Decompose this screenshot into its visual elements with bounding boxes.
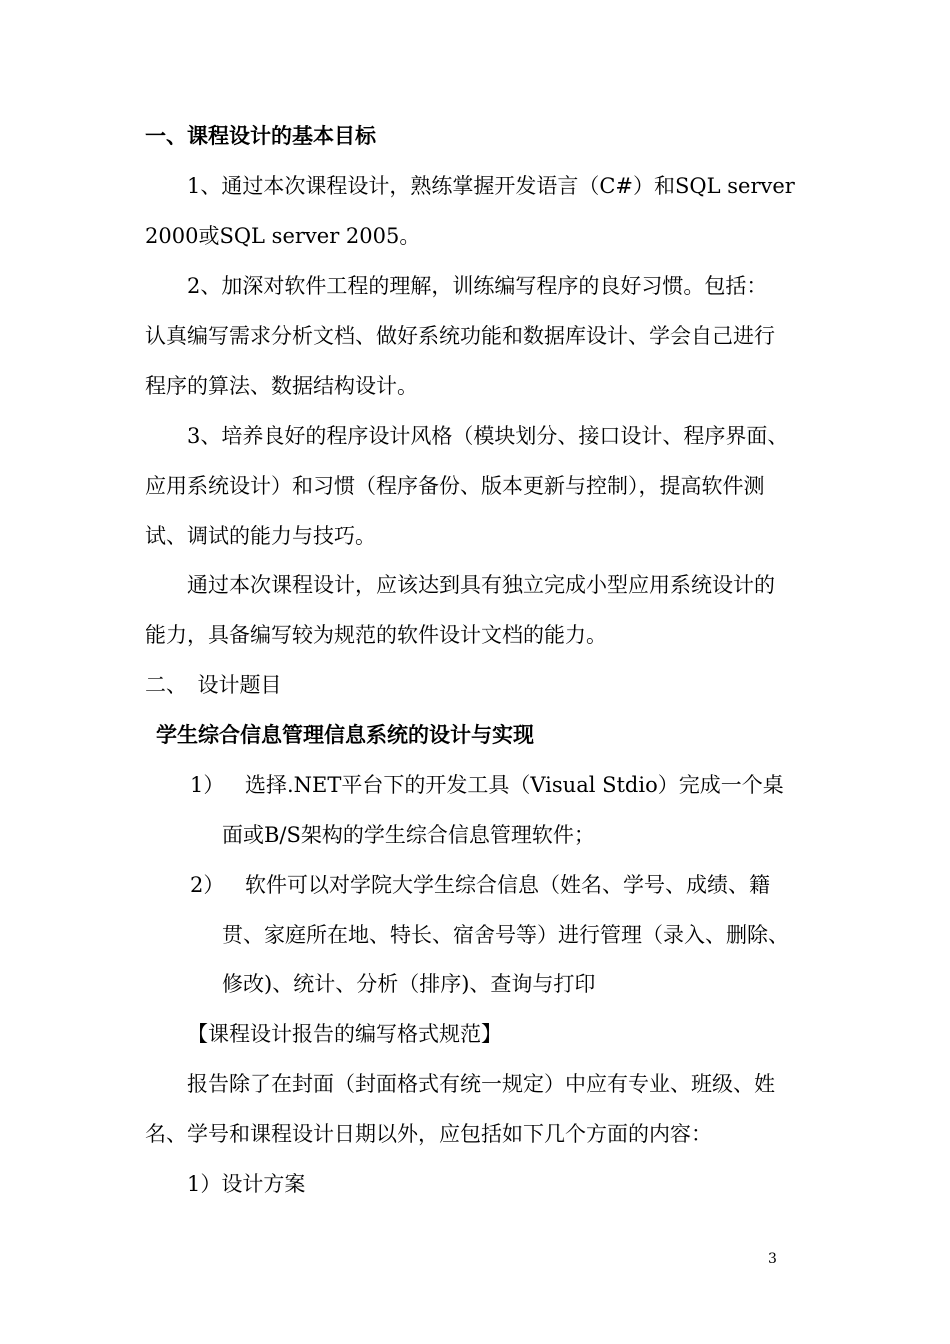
item1-number: 1）	[190, 773, 225, 797]
section1-paragraph1-line2: 2000或SQL server 2005。	[145, 224, 421, 248]
section1-paragraph2-line3: 程序的算法、数据结构设计。	[145, 374, 418, 398]
section1-paragraph3-line2: 应用系统设计）和习惯（程序备份、版本更新与控制），提高软件测	[145, 474, 765, 498]
section2-title: 二、 设计题目	[145, 673, 282, 697]
page-number: 3	[768, 1251, 777, 1267]
item2-line2: 贯、家庭所在地、特长、宿舍号等）进行管理（录入、删除、	[222, 923, 789, 947]
item1-line1: 选择.NET平台下的开发工具（Visual Stdio）完成一个桌	[245, 773, 784, 797]
section1-paragraph3-line1: 3、培养良好的程序设计风格（模块划分、接口设计、程序界面、	[187, 424, 789, 448]
section1-paragraph2-line1: 2、加深对软件工程的理解，训练编写程序的良好习惯。包括：	[187, 274, 768, 298]
item2-number: 2）	[190, 873, 225, 897]
report-paragraph-line2: 名、学号和课程设计日期以外，应包括如下几个方面的内容：	[145, 1122, 712, 1146]
item2-line1: 软件可以对学院大学生综合信息（姓名、学号、成绩、籍	[245, 873, 770, 897]
section2-subtitle: 学生综合信息管理信息系统的设计与实现	[156, 723, 534, 747]
section1-paragraph1-line1: 1、通过本次课程设计，熟练掌握开发语言（C#）和SQL server	[187, 174, 795, 198]
report-format-title: 【课程设计报告的编写格式规范】	[187, 1022, 502, 1046]
report-item1: 1）设计方案	[187, 1172, 306, 1196]
item2-line3: 修改)、统计、分析（排序)、查询与打印	[222, 972, 596, 996]
section1-title: 一、课程设计的基本目标	[145, 124, 376, 148]
section1-paragraph4-line2: 能力，具备编写较为规范的软件设计文档的能力。	[145, 623, 607, 647]
item1-line2: 面或B/S架构的学生综合信息管理软件；	[222, 823, 595, 847]
section1-paragraph4-line1: 通过本次课程设计，应该达到具有独立完成小型应用系统设计的	[187, 573, 775, 597]
section1-paragraph3-line3: 试、调试的能力与技巧。	[145, 524, 376, 548]
section1-paragraph2-line2: 认真编写需求分析文档、做好系统功能和数据库设计、学会自己进行	[145, 324, 775, 348]
report-paragraph-line1: 报告除了在封面（封面格式有统一规定）中应有专业、班级、姓	[187, 1072, 775, 1096]
